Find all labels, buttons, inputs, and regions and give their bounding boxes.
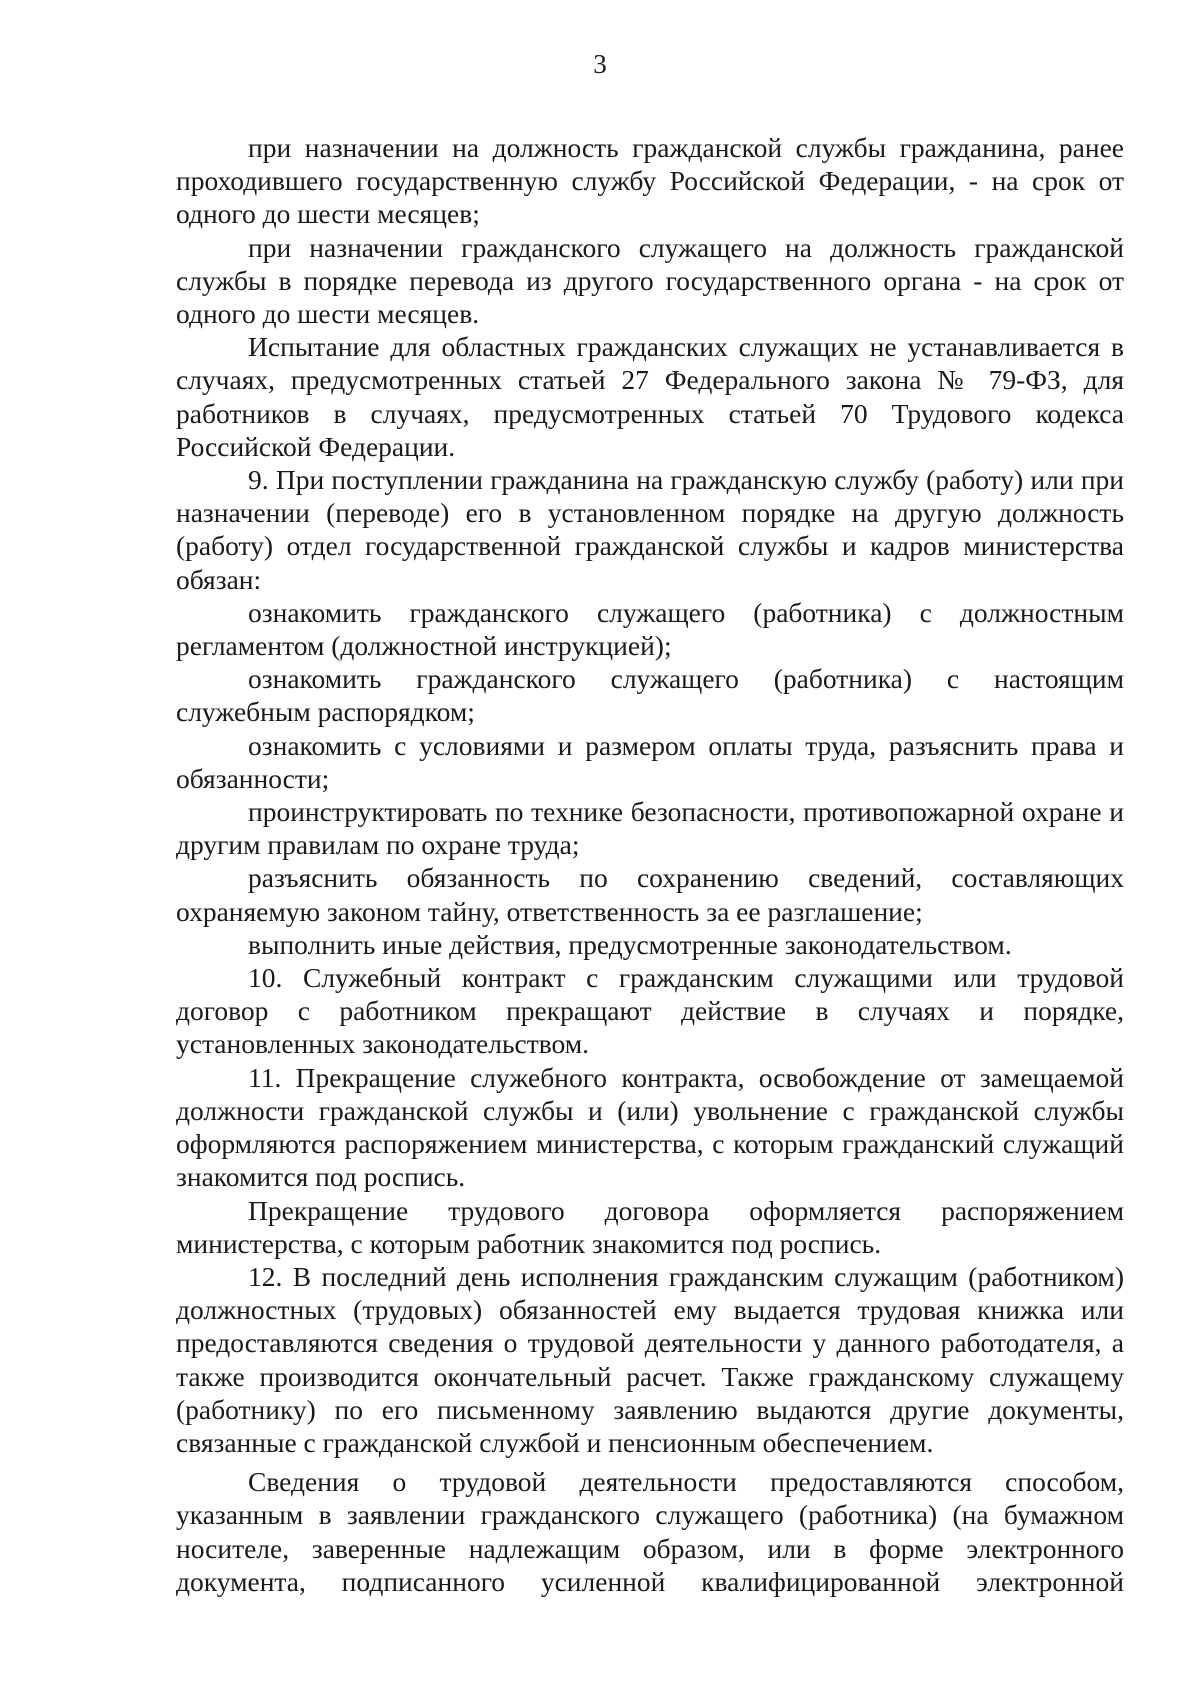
- paragraph-item-11: 11. Прекращение служебного контракта, освобождение от замещаемой должности гражданской службы и (или) увольнение с гражданской службы оформляются распоряжением министерства, с которым гражданский служащий знакомится под роспись.: [176, 1061, 1124, 1193]
- paragraph-secrecy-duty: разъяснить обязанность по сохранению сведений, составляющих охраняемую законом тайну, ответственность за ее разглашение;: [176, 862, 1124, 927]
- paragraph-safety-instruction: проинструктировать по технике безопасности, противопожарной охране и другим правилам по охране труда;: [176, 796, 1124, 861]
- paragraph-item-9: 9. При поступлении гражданина на гражданскую службу (работу) или при назначении (переводе) его в установленном порядке на другую должность (работу) отдел государственной гражданской службы и кадров министерства обязан:: [176, 464, 1124, 595]
- paragraph-familiarize-regulations: ознакомить гражданского служащего (работника) с должностным регламентом (должностной инструкцией);: [176, 596, 1124, 662]
- paragraph-appointment-transfer: при назначении гражданского служащего на должность гражданской службы в порядке перевода из другого государственного органа - на срок от одного до шести месяцев.: [176, 231, 1124, 330]
- paragraph-item-10: 10. Служебный контракт с гражданским служащими или трудовой договор с работником прекращают действие в случаях и порядке, установленных законодательством.: [176, 962, 1124, 1060]
- paragraph-familiarize-pay: ознакомить с условиями и размером оплаты труда, разъяснить права и обязанности;: [176, 729, 1124, 794]
- paragraph-probation-exceptions: Испытание для областных гражданских служащих не устанавливается в случаях, предусмотренных статьей 27 Федерального закона № 79-ФЗ, для работников в случаях, предусмотренных статьей 70 Трудового кодекса Российской Федерации.: [176, 331, 1124, 462]
- paragraph-other-actions: выполнить иные действия, предусмотренные законодательством.: [248, 928, 1012, 960]
- page-number: 3: [593, 49, 607, 79]
- paragraph-labor-contract-termination: Прекращение трудового договора оформляется распоряжением министерства, с которым работник знакомится под роспись.: [176, 1194, 1124, 1259]
- paragraph-appointment-former-servant: при назначении на должность гражданской службы гражданина, ранее проходившего государственную службу Российской Федерации, - на срок от одного до шести месяцев;: [176, 132, 1124, 230]
- paragraph-familiarize-routine: ознакомить гражданского служащего (работника) с настоящим служебным распорядком;: [176, 663, 1124, 728]
- paragraph-work-records: Сведения о трудовой деятельности предоставляются способом, указанным в заявлении гражданского служащего (работника) (на бумажном носителе, заверенные надлежащим образом, или в форме электронного документа, подписанного усиленной квалифицированной электронной: [176, 1466, 1124, 1597]
- paragraph-item-12: 12. В последний день исполнения гражданским служащим (работником) должностных (трудовых) обязанностей ему выдается трудовая книжка или предоставляются сведения о трудовой деятельности у данного работодателя, а также производится окончательный расчет. Также гражданскому служащему (работнику) по его письменному заявлению выдаются другие документы, связанные с гражданской службой и пенсионным обеспечением.: [176, 1260, 1124, 1458]
- document-body: [176, 131, 1124, 1598]
